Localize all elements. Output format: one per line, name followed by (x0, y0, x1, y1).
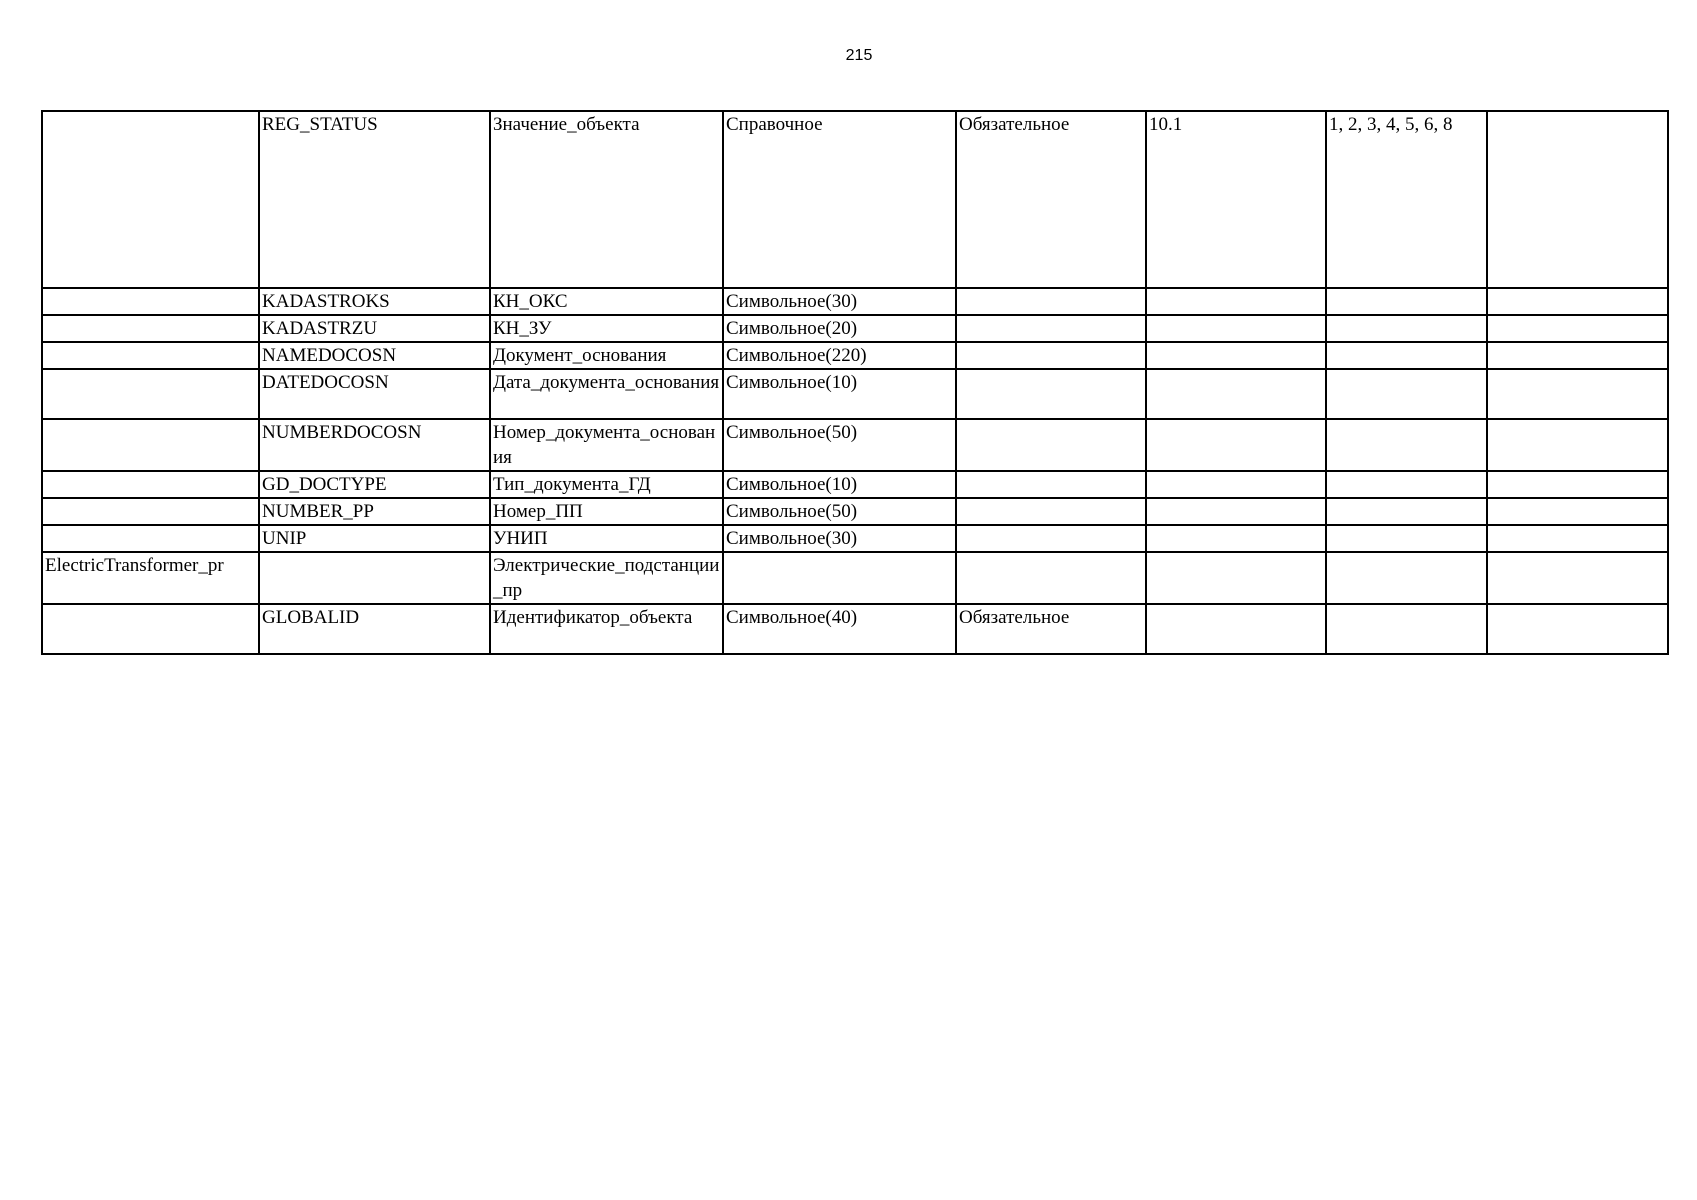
ref-cell: 10.1 (1146, 111, 1326, 288)
field-name-cell: NAMEDOCOSN (259, 342, 490, 369)
ref-cell (1146, 552, 1326, 604)
note-cell (1487, 552, 1668, 604)
values-cell (1326, 604, 1487, 654)
layer-cell (42, 419, 259, 471)
ref-cell (1146, 315, 1326, 342)
required-cell (956, 315, 1146, 342)
note-cell (1487, 111, 1668, 288)
required-cell: Обязательное (956, 604, 1146, 654)
table-row (42, 498, 1668, 525)
alias-cell: Номер_документа_основания (490, 419, 723, 471)
alias-cell: Тип_документа_ГД (490, 471, 723, 498)
field-name-cell (259, 552, 490, 604)
alias-cell: УНИП (490, 525, 723, 552)
values-cell: 1, 2, 3, 4, 5, 6, 8 (1326, 111, 1487, 288)
layer-cell (42, 315, 259, 342)
layer-cell (42, 369, 259, 419)
alias-cell: КН_ОКС (490, 288, 723, 315)
type-cell: Справочное (723, 111, 956, 288)
table-row (42, 525, 1668, 552)
page-number: 215 (845, 47, 873, 64)
values-cell (1326, 471, 1487, 498)
note-cell (1487, 288, 1668, 315)
type-cell: Символьное(30) (723, 288, 956, 315)
alias-cell: Идентификатор_объекта (490, 604, 723, 654)
alias-cell: Электрические_подстанции_пр (490, 552, 723, 604)
type-cell: Символьное(220) (723, 342, 956, 369)
values-cell (1326, 525, 1487, 552)
table-row (42, 552, 1668, 604)
values-cell (1326, 342, 1487, 369)
type-cell (723, 552, 956, 604)
required-cell (956, 288, 1146, 315)
alias-cell: Документ_основания (490, 342, 723, 369)
table-row (42, 471, 1668, 498)
values-cell (1326, 315, 1487, 342)
field-name-cell: DATEDOCOSN (259, 369, 490, 419)
ref-cell (1146, 604, 1326, 654)
layer-cell (42, 498, 259, 525)
values-cell (1326, 552, 1487, 604)
required-cell (956, 498, 1146, 525)
ref-cell (1146, 419, 1326, 471)
required-cell (956, 419, 1146, 471)
note-cell (1487, 498, 1668, 525)
values-cell (1326, 369, 1487, 419)
ref-cell (1146, 288, 1326, 315)
layer-cell (42, 111, 259, 288)
field-name-cell: NUMBERDOCOSN (259, 419, 490, 471)
note-cell (1487, 315, 1668, 342)
type-cell: Символьное(20) (723, 315, 956, 342)
required-cell: Обязательное (956, 111, 1146, 288)
field-name-cell: NUMBER_PP (259, 498, 490, 525)
layer-cell (42, 342, 259, 369)
ref-cell (1146, 525, 1326, 552)
values-cell (1326, 288, 1487, 315)
layer-cell (42, 604, 259, 654)
required-cell (956, 342, 1146, 369)
field-name-cell: KADASTRZU (259, 315, 490, 342)
ref-cell (1146, 471, 1326, 498)
layer-cell: ElectricTransformer_pr (42, 552, 259, 604)
alias-cell: Дата_документа_основания (490, 369, 723, 419)
layer-cell (42, 288, 259, 315)
field-name-cell: GLOBALID (259, 604, 490, 654)
note-cell (1487, 342, 1668, 369)
field-name-cell: GD_DOCTYPE (259, 471, 490, 498)
alias-cell: Номер_ПП (490, 498, 723, 525)
required-cell (956, 471, 1146, 498)
values-cell (1326, 498, 1487, 525)
values-cell (1326, 419, 1487, 471)
required-cell (956, 552, 1146, 604)
alias-cell: КН_ЗУ (490, 315, 723, 342)
table-row (42, 288, 1668, 315)
type-cell: Символьное(10) (723, 471, 956, 498)
field-name-cell: UNIP (259, 525, 490, 552)
layer-cell (42, 471, 259, 498)
note-cell (1487, 369, 1668, 419)
required-cell (956, 525, 1146, 552)
note-cell (1487, 525, 1668, 552)
table-row (42, 369, 1668, 419)
type-cell: Символьное(30) (723, 525, 956, 552)
table-row (42, 604, 1668, 654)
alias-cell: Значение_объекта (490, 111, 723, 288)
required-cell (956, 369, 1146, 419)
ref-cell (1146, 369, 1326, 419)
type-cell: Символьное(10) (723, 369, 956, 419)
table-row (42, 419, 1668, 471)
table-row (42, 315, 1668, 342)
table-row (42, 342, 1668, 369)
ref-cell (1146, 498, 1326, 525)
type-cell: Символьное(40) (723, 604, 956, 654)
note-cell (1487, 419, 1668, 471)
layer-cell (42, 525, 259, 552)
type-cell: Символьное(50) (723, 498, 956, 525)
note-cell (1487, 471, 1668, 498)
attribute-table (41, 110, 1669, 655)
field-name-cell: KADASTROKS (259, 288, 490, 315)
type-cell: Символьное(50) (723, 419, 956, 471)
field-name-cell: REG_STATUS (259, 111, 490, 288)
table-row (42, 111, 1668, 288)
ref-cell (1146, 342, 1326, 369)
note-cell (1487, 604, 1668, 654)
